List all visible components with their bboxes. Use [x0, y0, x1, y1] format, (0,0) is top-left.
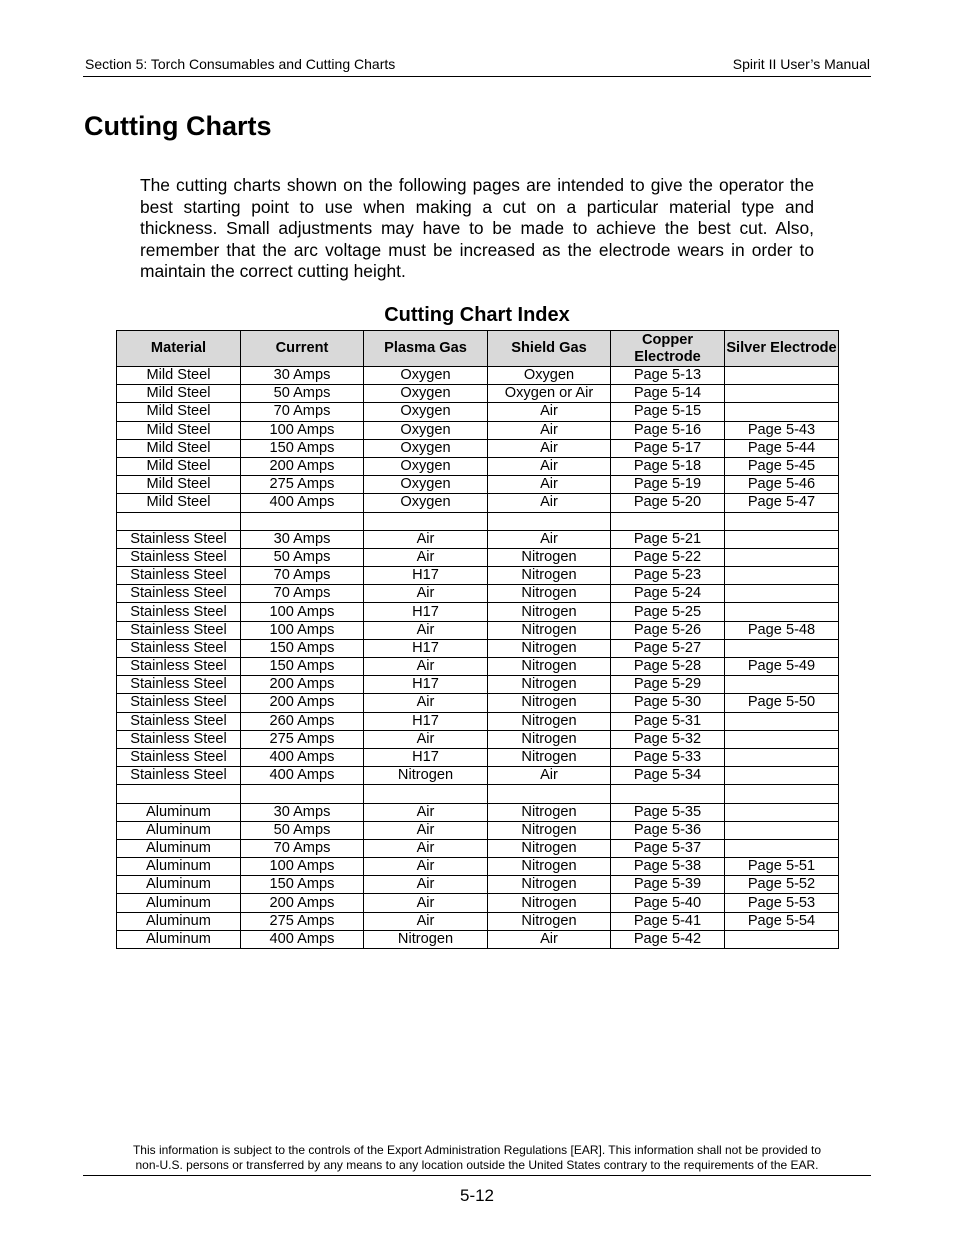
table-cell: [725, 585, 839, 603]
table-cell: Page 5-54: [725, 912, 839, 930]
table-cell: Nitrogen: [364, 767, 488, 785]
table-cell: [725, 367, 839, 385]
table-cell: [488, 785, 611, 803]
table-cell: 400 Amps: [241, 930, 364, 948]
table-cell: Page 5-41: [611, 912, 725, 930]
table-cell: Page 5-52: [725, 876, 839, 894]
table-cell: Stainless Steel: [117, 621, 241, 639]
table-row: [117, 548, 839, 566]
table-row: [117, 930, 839, 948]
table-cell: Page 5-29: [611, 676, 725, 694]
table-cell: Air: [488, 403, 611, 421]
table-row: [117, 912, 839, 930]
table-cell: Air: [364, 694, 488, 712]
table-cell: [725, 730, 839, 748]
table-cell: Air: [364, 894, 488, 912]
table-cell: [488, 512, 611, 530]
table-cell: [725, 767, 839, 785]
table-cell: 70 Amps: [241, 567, 364, 585]
table-cell: 275 Amps: [241, 476, 364, 494]
table-cell: Page 5-20: [611, 494, 725, 512]
page-title: Cutting Charts: [84, 111, 272, 141]
table-cell: [725, 567, 839, 585]
table-cell: [725, 803, 839, 821]
table-cell: 70 Amps: [241, 585, 364, 603]
table-cell: [725, 839, 839, 857]
table-cell: 150 Amps: [241, 876, 364, 894]
table-cell: [725, 603, 839, 621]
table-cell: Mild Steel: [117, 421, 241, 439]
table-cell: Stainless Steel: [117, 712, 241, 730]
table-cell: Nitrogen: [488, 621, 611, 639]
table-cell: Page 5-50: [725, 694, 839, 712]
table-cell: 275 Amps: [241, 912, 364, 930]
table-cell: Stainless Steel: [117, 730, 241, 748]
table-cell: Stainless Steel: [117, 658, 241, 676]
table-cell: 150 Amps: [241, 639, 364, 657]
table-cell: Aluminum: [117, 839, 241, 857]
table-cell: Air: [364, 876, 488, 894]
table-cell: [725, 676, 839, 694]
table-cell: Nitrogen: [488, 676, 611, 694]
table-row: [117, 876, 839, 894]
table-cell: Nitrogen: [488, 694, 611, 712]
table-cell: Nitrogen: [488, 658, 611, 676]
table-cell: Page 5-44: [725, 439, 839, 457]
table-title: Cutting Chart Index: [384, 304, 570, 326]
table-cell: Aluminum: [117, 930, 241, 948]
table-cell: Page 5-32: [611, 730, 725, 748]
table-row: [117, 748, 839, 766]
table-row: [117, 658, 839, 676]
table-cell: Nitrogen: [488, 876, 611, 894]
table-row: [117, 603, 839, 621]
table-cell: Mild Steel: [117, 457, 241, 475]
table-cell: Air: [364, 803, 488, 821]
table-cell: [725, 712, 839, 730]
table-row: [117, 694, 839, 712]
table-cell: [117, 512, 241, 530]
table-cell: [611, 785, 725, 803]
table-cell: Aluminum: [117, 821, 241, 839]
table-row: [117, 385, 839, 403]
table-cell: 30 Amps: [241, 367, 364, 385]
table-cell: Page 5-13: [611, 367, 725, 385]
table-row: [117, 676, 839, 694]
header-manual-title: Spirit II User’s Manual: [732, 56, 870, 72]
table-cell: Stainless Steel: [117, 639, 241, 657]
table-row: [117, 767, 839, 785]
table-cell: Page 5-47: [725, 494, 839, 512]
table-cell: Air: [364, 730, 488, 748]
table-cell: Page 5-28: [611, 658, 725, 676]
table-row: [117, 367, 839, 385]
table-row: [117, 803, 839, 821]
table-row: [117, 585, 839, 603]
table-cell: Air: [364, 621, 488, 639]
intro-paragraph: The cutting charts shown on the following pages are intended to give the operator the best starting point to use when making a cut on a particular material type and thickness. Small adjustments may have to be made to achieve the best cut. Also, remember that the arc voltage must be increased as the electrode wears in order to maintain the correct cutting height.: [140, 175, 814, 281]
table-cell: 400 Amps: [241, 767, 364, 785]
table-cell: Page 5-36: [611, 821, 725, 839]
table-cell: Air: [364, 858, 488, 876]
table-cell: H17: [364, 639, 488, 657]
table-cell: H17: [364, 567, 488, 585]
table-cell: [725, 385, 839, 403]
table-cell: Air: [364, 585, 488, 603]
table-cell: [364, 512, 488, 530]
table-row: [117, 567, 839, 585]
table-cell: Nitrogen: [488, 748, 611, 766]
table-cell: [725, 821, 839, 839]
table-cell: Page 5-26: [611, 621, 725, 639]
table-cell: Nitrogen: [488, 821, 611, 839]
table-cell: Mild Steel: [117, 494, 241, 512]
table-cell: Page 5-14: [611, 385, 725, 403]
table-cell: 30 Amps: [241, 530, 364, 548]
table-cell: 30 Amps: [241, 803, 364, 821]
table-cell: Oxygen: [364, 403, 488, 421]
table-cell: Stainless Steel: [117, 694, 241, 712]
table-cell: Nitrogen: [364, 930, 488, 948]
table-cell: Oxygen: [488, 367, 611, 385]
table-row: [117, 439, 839, 457]
table-row: [117, 621, 839, 639]
table-cell: Nitrogen: [488, 730, 611, 748]
table-cell: Nitrogen: [488, 912, 611, 930]
table-cell: [725, 548, 839, 566]
table-cell: Page 5-27: [611, 639, 725, 657]
table-cell: [725, 639, 839, 657]
header-section-title: Section 5: Torch Consumables and Cutting Charts: [85, 56, 396, 72]
table-cell: Air: [488, 767, 611, 785]
table-cell: [241, 785, 364, 803]
table-cell: [725, 930, 839, 948]
table-cell: [241, 512, 364, 530]
table-cell: Oxygen: [364, 367, 488, 385]
table-cell: Stainless Steel: [117, 767, 241, 785]
table-cell: Nitrogen: [488, 603, 611, 621]
table-cell: Air: [364, 912, 488, 930]
table-cell: Page 5-34: [611, 767, 725, 785]
table-cell: 200 Amps: [241, 894, 364, 912]
table-cell: Page 5-22: [611, 548, 725, 566]
table-cell: 260 Amps: [241, 712, 364, 730]
table-cell: H17: [364, 712, 488, 730]
column-header: Copper Electrode: [611, 331, 725, 367]
table-row: [117, 457, 839, 475]
table-cell: Stainless Steel: [117, 567, 241, 585]
table-row: [117, 785, 839, 803]
table-cell: 400 Amps: [241, 748, 364, 766]
table-cell: H17: [364, 748, 488, 766]
table-cell: Air: [364, 821, 488, 839]
table-cell: H17: [364, 603, 488, 621]
table-cell: Nitrogen: [488, 858, 611, 876]
table-cell: 200 Amps: [241, 676, 364, 694]
column-header: Current: [241, 331, 364, 367]
table-row: [117, 403, 839, 421]
table-cell: 200 Amps: [241, 457, 364, 475]
table-cell: Nitrogen: [488, 639, 611, 657]
table-cell: Air: [364, 530, 488, 548]
table-cell: Aluminum: [117, 912, 241, 930]
table-row: [117, 494, 839, 512]
table-cell: Air: [364, 839, 488, 857]
table-cell: 150 Amps: [241, 658, 364, 676]
table-cell: Oxygen: [364, 439, 488, 457]
table-row: [117, 512, 839, 530]
table-cell: Oxygen: [364, 385, 488, 403]
table-row: [117, 821, 839, 839]
table-cell: Mild Steel: [117, 439, 241, 457]
table-cell: H17: [364, 676, 488, 694]
table-cell: Air: [364, 548, 488, 566]
table-cell: Oxygen: [364, 421, 488, 439]
table-cell: Page 5-35: [611, 803, 725, 821]
table-cell: Stainless Steel: [117, 530, 241, 548]
footer-divider: [83, 1175, 871, 1176]
table-cell: Page 5-18: [611, 457, 725, 475]
table-cell: [725, 403, 839, 421]
page-number: 5-12: [459, 1186, 495, 1205]
table-cell: Nitrogen: [488, 894, 611, 912]
column-header: Silver Electrode: [725, 331, 839, 367]
table-cell: Mild Steel: [117, 403, 241, 421]
table-cell: 400 Amps: [241, 494, 364, 512]
table-cell: Aluminum: [117, 803, 241, 821]
column-header: Shield Gas: [488, 331, 611, 367]
table-cell: Mild Steel: [117, 385, 241, 403]
table-cell: Nitrogen: [488, 839, 611, 857]
table-cell: 275 Amps: [241, 730, 364, 748]
table-cell: [117, 785, 241, 803]
table-row: [117, 530, 839, 548]
table-row: [117, 639, 839, 657]
table-cell: Page 5-21: [611, 530, 725, 548]
table-cell: 200 Amps: [241, 694, 364, 712]
table-cell: Page 5-45: [725, 457, 839, 475]
table-cell: Page 5-16: [611, 421, 725, 439]
table-cell: Page 5-38: [611, 858, 725, 876]
table-cell: Stainless Steel: [117, 748, 241, 766]
table-row: [117, 858, 839, 876]
table-cell: [364, 785, 488, 803]
column-header: Plasma Gas: [364, 331, 488, 367]
table-cell: 50 Amps: [241, 548, 364, 566]
table-cell: 100 Amps: [241, 603, 364, 621]
table-cell: 100 Amps: [241, 421, 364, 439]
table-cell: Air: [488, 439, 611, 457]
table-cell: Page 5-23: [611, 567, 725, 585]
table-cell: Page 5-24: [611, 585, 725, 603]
table-cell: Aluminum: [117, 858, 241, 876]
table-cell: 150 Amps: [241, 439, 364, 457]
table-cell: Page 5-53: [725, 894, 839, 912]
table-row: [117, 712, 839, 730]
table-cell: Page 5-40: [611, 894, 725, 912]
cutting-chart-index-table: [116, 330, 839, 949]
table-cell: Nitrogen: [488, 585, 611, 603]
table-cell: Air: [488, 476, 611, 494]
table-cell: [725, 530, 839, 548]
table-cell: 70 Amps: [241, 403, 364, 421]
export-notice-line: non-U.S. persons or transferred by any means to any location outside the United States contrary to the requirements of the EAR.: [135, 1158, 819, 1172]
column-header: Material: [117, 331, 241, 367]
table-cell: [725, 785, 839, 803]
table-cell: Stainless Steel: [117, 603, 241, 621]
table-cell: Page 5-25: [611, 603, 725, 621]
table-cell: 100 Amps: [241, 621, 364, 639]
table-cell: Oxygen: [364, 476, 488, 494]
table-cell: 50 Amps: [241, 821, 364, 839]
table-row: [117, 421, 839, 439]
table-header-row: [117, 331, 839, 367]
table-cell: Oxygen: [364, 494, 488, 512]
table-cell: Mild Steel: [117, 367, 241, 385]
table-cell: Oxygen or Air: [488, 385, 611, 403]
table-cell: Nitrogen: [488, 712, 611, 730]
table-cell: Nitrogen: [488, 567, 611, 585]
table-row: [117, 839, 839, 857]
table-cell: Stainless Steel: [117, 585, 241, 603]
table-cell: Nitrogen: [488, 803, 611, 821]
table-cell: Oxygen: [364, 457, 488, 475]
export-notice-line: This information is subject to the controls of the Export Administration Regulations [EAR]. This information shall not be provided to: [132, 1143, 822, 1157]
table-cell: Page 5-51: [725, 858, 839, 876]
table-cell: Air: [488, 421, 611, 439]
table-row: [117, 894, 839, 912]
table-cell: Page 5-46: [725, 476, 839, 494]
table-cell: Page 5-31: [611, 712, 725, 730]
table-cell: Nitrogen: [488, 548, 611, 566]
table-row: [117, 476, 839, 494]
table-cell: Page 5-48: [725, 621, 839, 639]
table-body: [117, 367, 839, 949]
table-cell: Air: [364, 658, 488, 676]
table-cell: Page 5-33: [611, 748, 725, 766]
table-cell: Page 5-37: [611, 839, 725, 857]
table-cell: 70 Amps: [241, 839, 364, 857]
table-cell: Stainless Steel: [117, 676, 241, 694]
table-cell: Page 5-30: [611, 694, 725, 712]
table-cell: Page 5-19: [611, 476, 725, 494]
table-cell: Page 5-43: [725, 421, 839, 439]
table-cell: Page 5-49: [725, 658, 839, 676]
table-cell: Aluminum: [117, 894, 241, 912]
table-cell: Stainless Steel: [117, 548, 241, 566]
table-cell: Page 5-39: [611, 876, 725, 894]
table-cell: Air: [488, 457, 611, 475]
page-header: [83, 56, 871, 77]
table-cell: Air: [488, 530, 611, 548]
table-cell: Aluminum: [117, 876, 241, 894]
export-notice: [0, 1143, 954, 1173]
table-cell: Air: [488, 494, 611, 512]
table-cell: 50 Amps: [241, 385, 364, 403]
table-cell: [611, 512, 725, 530]
table-cell: Air: [488, 930, 611, 948]
table-cell: 100 Amps: [241, 858, 364, 876]
table-cell: [725, 512, 839, 530]
table-row: [117, 730, 839, 748]
table-cell: Mild Steel: [117, 476, 241, 494]
table-cell: Page 5-15: [611, 403, 725, 421]
table-cell: [725, 748, 839, 766]
table-cell: Page 5-42: [611, 930, 725, 948]
table-cell: Page 5-17: [611, 439, 725, 457]
